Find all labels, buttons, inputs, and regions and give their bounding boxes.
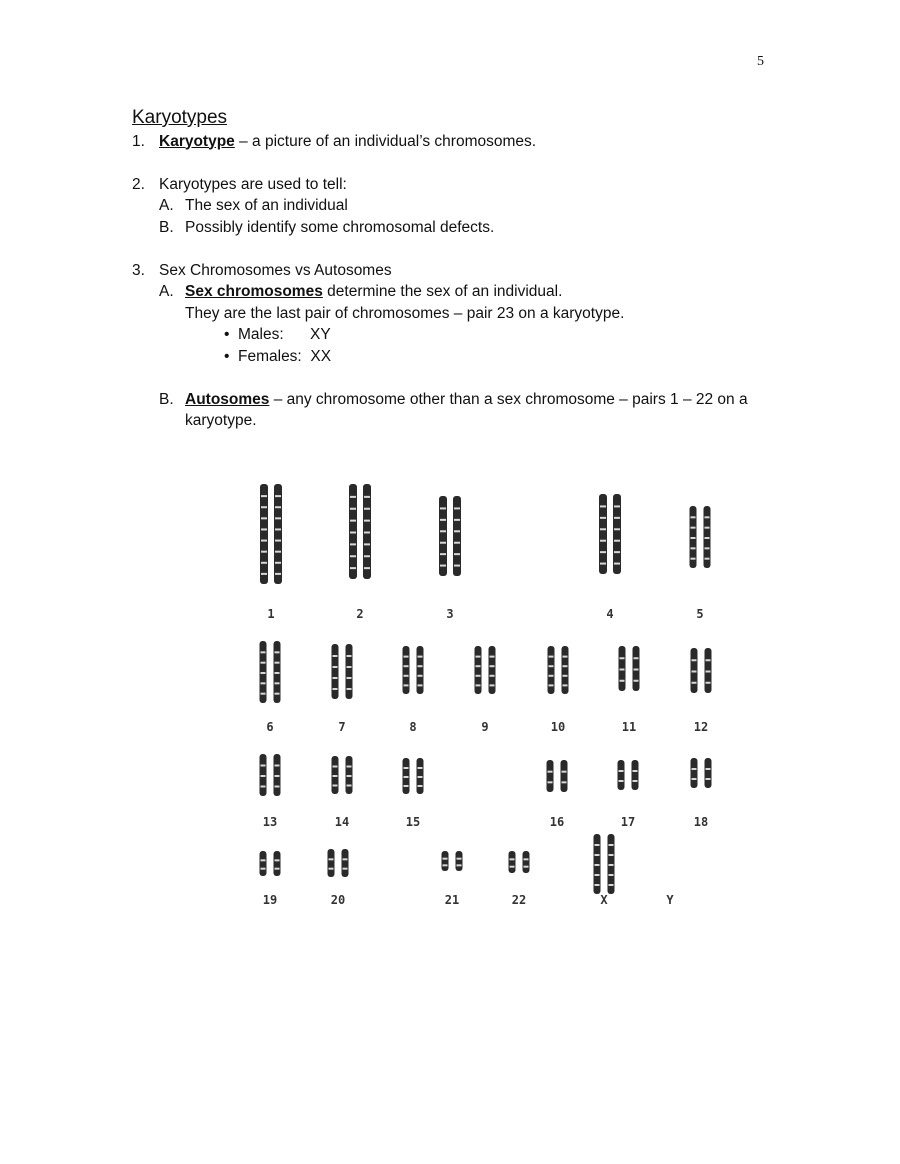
chromosome-2-b (363, 484, 371, 579)
term-karyotype: Karyotype (159, 132, 235, 150)
chromosome-label: 6 (266, 720, 274, 734)
list-item-2a: A. The sex of an individual (159, 197, 348, 214)
document-body (132, 107, 782, 432)
chromosome-4-b (613, 494, 621, 574)
section-heading: Karyotypes (132, 107, 228, 128)
chromosome-21-b (456, 851, 463, 871)
chromosome-20-b (342, 849, 349, 877)
chromosome-15-b (417, 758, 424, 794)
chromosome-label: 16 (549, 815, 565, 829)
chromosome-label: X (600, 893, 608, 907)
chromosome-label: 20 (330, 893, 346, 907)
bullet-icon: • (224, 347, 230, 365)
chromosome-22-b (523, 851, 530, 873)
list-item-3: 3. Sex Chromosomes vs Autosomes (132, 261, 392, 279)
chromosome-11-a (619, 646, 626, 691)
chromosome-8-a (403, 646, 410, 694)
chromosome-label: 14 (334, 815, 350, 829)
list-item-2b: B. Possibly identify some chromosomal defects. (159, 218, 495, 236)
chromosome-3-b (453, 496, 461, 576)
chromosome-22-a (509, 851, 516, 873)
chromosome-19-a (260, 851, 267, 876)
chromosome-X-a (594, 834, 601, 894)
chromosome-16-b (561, 760, 568, 792)
chromosome-18-a (691, 758, 698, 788)
chromosome-12-a (691, 648, 698, 693)
chromosome-label: 17 (620, 815, 636, 829)
chromosome-5-b (704, 506, 711, 568)
term-sex-chromosomes: Sex chromosomes (185, 283, 323, 300)
chromosome-4-a (599, 494, 607, 574)
chromosome-5-a (690, 506, 697, 568)
list-item-3b: B. Autosomes – any chromosome other than a sex chromosome – pairs 1 – 22 on a karyotype. (159, 390, 748, 429)
chromosome-label: 15 (405, 815, 421, 829)
chromosome-label: 9 (481, 720, 489, 734)
chromosome-7-b (346, 644, 353, 699)
page-number: 5 (757, 54, 764, 69)
chromosome-label: 3 (446, 607, 454, 621)
chromosome-12-b (705, 648, 712, 693)
term-autosomes: Autosomes (185, 390, 270, 408)
chromosome-13-a (260, 754, 267, 796)
chromosome-17-a (618, 760, 625, 790)
chromosome-label: 13 (262, 815, 278, 829)
chromosome-11-b (633, 646, 640, 691)
chromosome-9-b (489, 646, 496, 694)
chromosome-label: 12 (693, 720, 709, 734)
chromosome-15-a (403, 758, 410, 794)
bullet-females: • Females: XX (132, 346, 782, 368)
chromosome-label: 5 (696, 607, 704, 621)
chromosome-10-b (562, 646, 569, 694)
chromosome-X-b (608, 834, 615, 894)
chromosome-20-a (328, 849, 335, 877)
karyotype-image (232, 466, 732, 916)
list-item-3a: A. Sex chromosomes determine the sex of an individual. (159, 283, 563, 300)
chromosome-8-b (417, 646, 424, 694)
chromosome-19-b (274, 851, 281, 876)
chromosome-16-a (547, 760, 554, 792)
list-item-3a-line2: They are the last pair of chromosomes – pair 23 on a karyotype. (185, 304, 625, 322)
chromosome-label: 10 (550, 720, 566, 734)
chromosome-label: 2 (356, 607, 364, 621)
list-item-1: 1. Karyotype – a picture of an individual’s chromosomes. (132, 132, 537, 150)
chromosome-14-b (346, 756, 353, 794)
chromosome-1-a (260, 484, 268, 584)
list-item-2: 2. Karyotypes are used to tell: (132, 175, 347, 193)
chromosome-label: 11 (621, 720, 637, 734)
chromosome-label: 21 (444, 893, 460, 907)
chromosome-label: 8 (409, 720, 417, 734)
chromosome-9-a (475, 646, 482, 694)
chromosome-14-a (332, 756, 339, 794)
chromosome-6-b (274, 641, 281, 703)
chromosome-17-b (632, 760, 639, 790)
chromosome-18-b (705, 758, 712, 788)
chromosome-label: 1 (267, 607, 275, 621)
chromosome-7-a (332, 644, 339, 699)
bullet-icon: • (224, 326, 230, 343)
chromosome-label: 22 (511, 893, 527, 907)
chromosome-13-b (274, 754, 281, 796)
chromosome-label: 4 (606, 607, 614, 621)
chromosome-21-a (442, 851, 449, 871)
chromosome-1-b (274, 484, 282, 584)
chromosome-10-a (548, 646, 555, 694)
bullet-males: • Males: XY (132, 324, 782, 346)
chromosome-label: Y (666, 893, 674, 907)
chromosome-label: 7 (338, 720, 346, 734)
chromosome-6-a (260, 641, 267, 703)
chromosome-3-a (439, 496, 447, 576)
chromosome-2-a (349, 484, 357, 579)
chromosome-label: 19 (262, 893, 278, 907)
chromosome-label: 18 (693, 815, 709, 829)
